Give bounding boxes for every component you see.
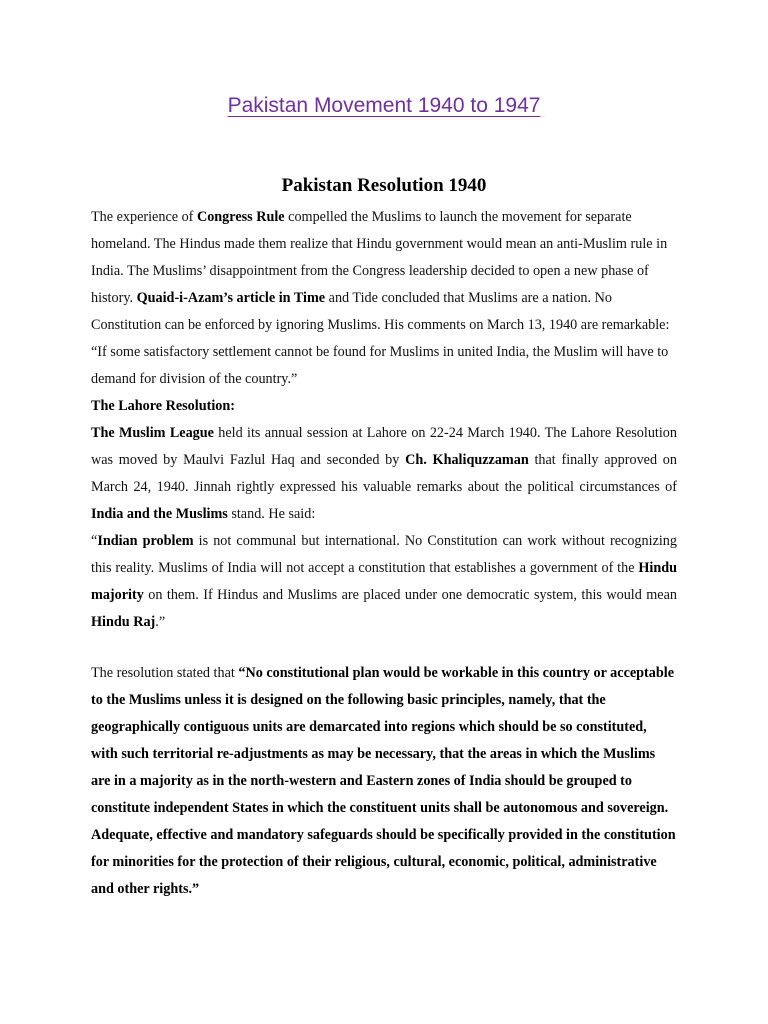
paragraph-text: and Tide concluded that Muslims are a nation. No Constitution can be enforced by ignoring Muslims. His comments on March 13, 1940 are remarkable: “If some satisfactory settlement cannot be found for Muslims in united India, the Muslim will have to demand for division of the country.” [91,290,670,387]
lahore-resolution-heading [91,393,677,420]
paragraph-text: that finally approved on March 24, 1940. Jinnah rightly expressed his valuable remarks about the political circumstances of [91,452,677,495]
bold-phrase-hindu-majority: Hindu majority [91,560,677,603]
paragraph-muslim-league [91,420,677,528]
paragraph-text: The resolution stated that [91,665,239,681]
bold-phrase-quaid-article: Quaid-i-Azam’s article in Time [136,290,326,306]
bold-phrase-congress-rule: Congress Rule [196,209,285,225]
paragraph-jinnah-quote [91,528,677,636]
resolution-quote: “No constitutional plan would be workable in this country or acceptable to the Muslims unless it is designed on the following basic principles, namely, that the geographically contiguous units are demarcated into regions which should be so constituted, with such territorial re-adjustments as may be necessary, that the areas in which the Muslims are in a majority as in the north-western and Eastern zones of India should be grouped to constitute independent States in which the constituent units shall be autonomous and sovereign. Adequate, effective and mandatory safeguards should be specifically provided in the constitution for minorities for the protection of their religious, cultural, economic, political, administrative and other rights.” [91,665,676,897]
paragraph-text: compelled the Muslims to launch the movement for separate homeland. The Hindus made them realize that Hindu government would mean an anti-Muslim rule in India. The Muslims’ disappointment from the Congress leadership decided to open a new phase of history. [91,209,668,306]
paragraph-text: The experience of [91,209,197,225]
bold-phrase-india-muslims: India and the Muslims [91,506,228,522]
section-heading: Pakistan Resolution 1940 [281,175,487,196]
lahore-resolution-heading-text: The Lahore Resolution: [91,398,235,414]
paragraph-text: held its annual session at Lahore on 22-24 March 1940. The Lahore Resolution was moved by Maulvi Fazlul Haq and seconded by [91,425,677,468]
document-title-text: Pakistan Movement 1940 to 1947 [227,94,541,117]
bold-phrase-khaliquzzaman: Ch. Khaliquzzaman [405,452,529,468]
bold-phrase-muslim-league: The Muslim League [91,425,214,441]
document-title [0,92,768,120]
paragraph-text: .” [155,614,166,630]
paragraph-text: is not communal but international. No Constitution can work without recognizing this reality. Muslims of India will not accept a constitution that establishes a government of the [91,533,677,576]
paragraph-congress-rule [91,204,677,393]
paragraph-text: on them. If Hindus and Muslims are placed under one democratic system, this would mean [143,587,677,603]
bold-phrase-indian-problem: Indian problem [97,533,194,549]
bold-phrase-hindu-raj: Hindu Raj [91,614,156,630]
paragraph-text: “ [91,533,98,549]
paragraph-text: stand. He said: [227,506,316,522]
paragraph-resolution-text [91,660,677,903]
